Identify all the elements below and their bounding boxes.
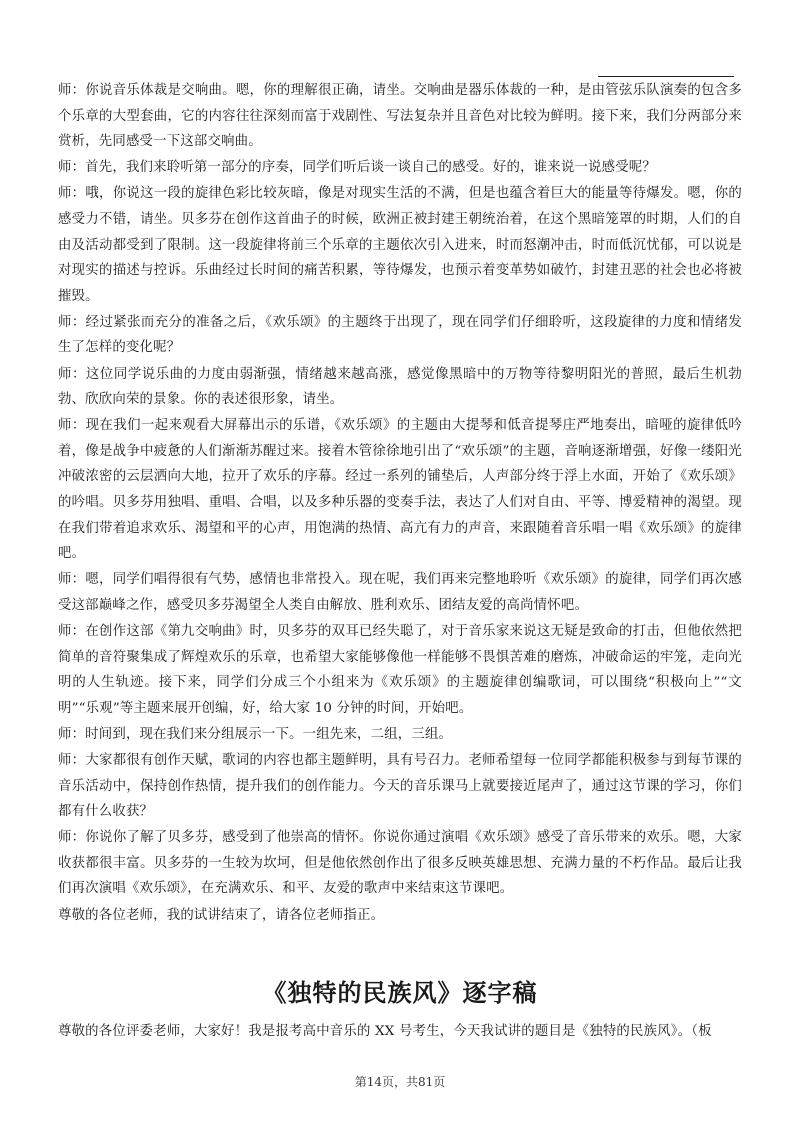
document-body	[58, 78, 742, 929]
paragraph: 师：经过紧张而充分的准备之后，《欢乐颂》的主题终于出现了，现在同学们仔细聆听，这段旋律的力度和情绪发生了怎样的变化呢？	[58, 314, 742, 356]
paragraph: 师：现在我们一起来观看大屏幕出示的乐谱，《欢乐颂》的主题由大提琴和低音提琴庄严地奏出，暗哑的旋律低吟着，像是战争中疲惫的人们渐渐苏醒过来。接着木管徐徐地引出了“欢乐颂”的主题，音响逐渐增强，好像一缕阳光冲破浓密的云层洒向大地，拉开了欢乐的序幕。经过一系列的铺垫后，人声部分终于浮上水面，开始了《欢乐颂》的吟唱。贝多芬用独唱、重唱、合唱，以及多种乐器的变奏手法，表达了人们对自由、平等、博爱精神的渴望。现在我们带着追求欢乐、渴望和平的心声，用饱满的热情、高亢有力的声音，来跟随着音乐唱一唱《欢乐颂》的旋律吧。	[58, 418, 742, 562]
header-rule	[598, 76, 734, 77]
section-title: 《独特的民族风》逐字稿	[262, 979, 538, 1007]
page-number: 第14页，共81页	[354, 1075, 446, 1089]
paragraph: 师：首先，我们来聆听第一部分的序奏，同学们听后谈一谈自己的感受。好的，谁来说一说感受呢？	[58, 160, 656, 176]
paragraph: 师：时间到，现在我们来分组展示一下。一组先来，二组，三组。	[58, 726, 453, 742]
paragraph: 师：大家都很有创作天赋，歌词的内容也都主题鲜明，具有号召力。老师希望每一位同学都能积极参与到每节课的音乐活动中，保持创作热情，提升我们的创作能力。今天的音乐课马上就要接近尾声了，通过这节课的学习，你们都有什么收获？	[58, 752, 742, 820]
paragraph: 师：在创作这部《第九交响曲》时，贝多芬的双耳已经失聪了，对于音乐家来说这无疑是致命的打击，但他依然把简单的音符聚集成了辉煌欢乐的乐章，也希望大家能够像他一样能够不畏惧苦难的磨炼，冲破命运的牢笼，走向光明的人生轨迹。接下来，同学们分成三个小组来为《欢乐颂》的主题旋律创编歌词，可以围绕“积极向上”“文明”“乐观”等主题来展开创编，好，给大家 10 分钟的时间，开始吧。	[58, 623, 742, 716]
intro-paragraph: 尊敬的各位评委老师，大家好！我是报考高中音乐的 XX 号考生，今天我试讲的题目是《独特的民族风》。（板	[58, 1024, 712, 1039]
paragraph: 师：你说音乐体裁是交响曲。嗯，你的理解很正确，请坐。交响曲是器乐体裁的一种，是由管弦乐队演奏的包含多个乐章的大型套曲，它的内容往往深刻而富于戏剧性、写法复杂并且音色对比较为鲜明。接下来，我们分两部分来赏析，先同感受一下这部交响曲。	[58, 83, 742, 150]
paragraph: 师：你说你了解了贝多芬，感受到了他崇高的情怀。你说你通过演唱《欢乐颂》感受了音乐带来的欢乐。嗯，大家收获都很丰富。贝多芬的一生较为坎坷，但是他依然创作出了很多反映英雄思想、充满力量的不朽作品。最后让我们再次演唱《欢乐颂》，在充满欢乐、和平、友爱的歌声中来结束这节课吧。	[58, 830, 742, 897]
paragraph: 师：这位同学说乐曲的力度由弱渐强，情绪越来越高涨，感觉像黑暗中的万物等待黎明阳光的普照，最后生机勃勃、欣欣向荣的景象。你的表述很形象，请坐。	[58, 366, 742, 408]
paragraph: 师：嗯，同学们唱得很有气势，感情也非常投入。现在呢，我们再来完整地聆听《欢乐颂》的旋律，同学们再次感受这部巅峰之作，感受贝多芬渴望全人类自由解放、胜利欢乐、团结友爱的高尚情怀吧。	[58, 572, 742, 613]
paragraph: 尊敬的各位老师，我的试讲结束了，请各位老师指正。	[58, 907, 385, 923]
paragraph: 师：哦，你说这一段的旋律色彩比较灰暗，像是对现实生活的不满，但是也蕴含着巨大的能量等待爆发。嗯，你的感受力不错，请坐。贝多芬在创作这首曲子的时候，欧洲正被封建王朝统治着，在这个黑暗笼罩的时期，人们的自由及活动都受到了限制。这一段旋律将前三个乐章的主题依次引入进来，时而怒潮冲击，时而低沉忧郁，可以说是对现实的描述与控诉。乐曲经过长时间的痛苦积累，等待爆发，也预示着变革势如破竹，封建丑恶的社会也必将被摧毁。	[58, 186, 742, 304]
